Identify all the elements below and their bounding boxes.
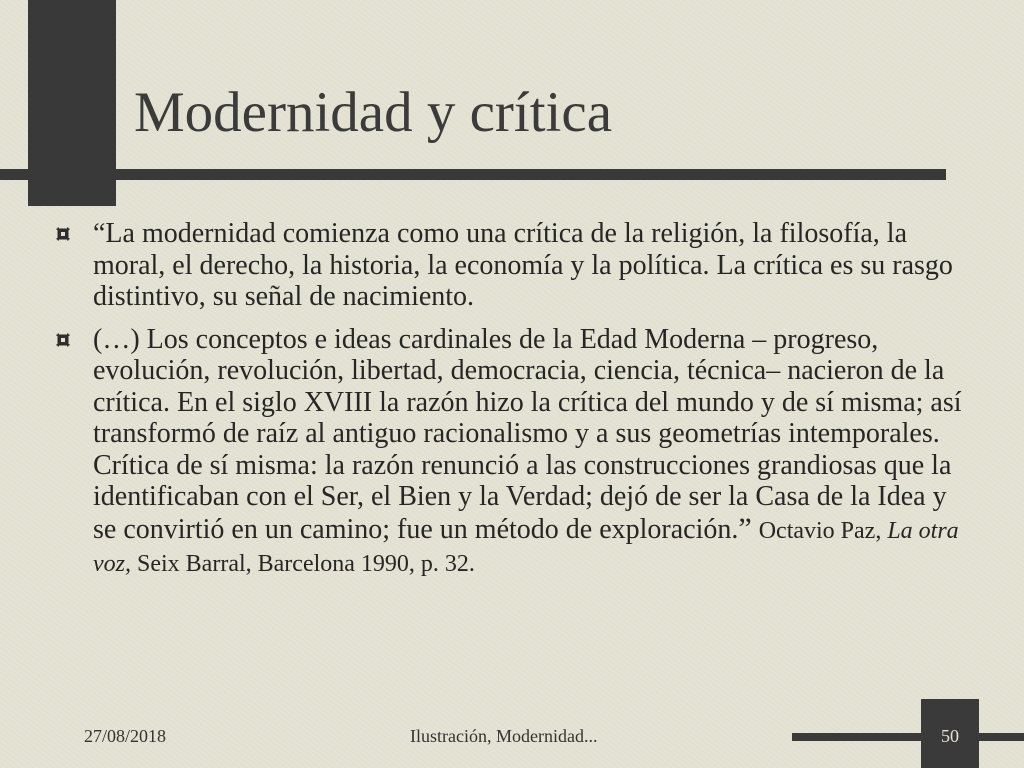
footer-date: 27/08/2018: [84, 726, 167, 746]
title-rule: [0, 169, 946, 180]
footer-rule-left: [792, 733, 921, 741]
bullet-item-2: [56, 324, 966, 581]
bullet-item-1: [56, 218, 966, 313]
slide-title: Modernidad y crítica: [134, 81, 612, 144]
closing-quote: ”: [738, 511, 752, 545]
page-number: 50: [941, 726, 959, 746]
citation-work: La otra voz,: [93, 517, 959, 577]
citation-details: Seix Barral, Barcelona 1990, p. 32.: [137, 551, 475, 577]
page-number-box: [921, 699, 979, 768]
bullet-list: [56, 218, 966, 592]
bullet-text: (…) Los conceptos e ideas cardinales de la Edad Moderna – progreso, evolución, revolución, libertad, democracia, ciencia, técnica– nacieron de la crítica. En el siglo XVIII la razón hizo la crítica del mundo y de sí misma; así transformó de raíz al antiguo racionalismo y a sus geometrías intemporales. Crítica de sí misma: la razón renunció a las construcciones grandiosas que la identificaban con el Ser, el Bien y la Verdad; dejó de ser la Casa de la Idea y se convirtió en un camino; fue un método de exploración.: [93, 323, 962, 545]
citation-author: Octavio Paz,: [758, 517, 882, 544]
bullet-text: “La modernidad comienza como una crítica de la religión, la filosofía, la moral, el derecho, la historia, la economía y la política. La crítica es su rasgo distintivo, su señal de nacimiento.: [93, 218, 953, 312]
footer-rule-right: [979, 733, 1024, 741]
square-bullet-icon: [56, 333, 70, 347]
footer-title: Ilustración, Modernidad...: [410, 726, 598, 746]
square-bullet-icon: [56, 227, 70, 241]
